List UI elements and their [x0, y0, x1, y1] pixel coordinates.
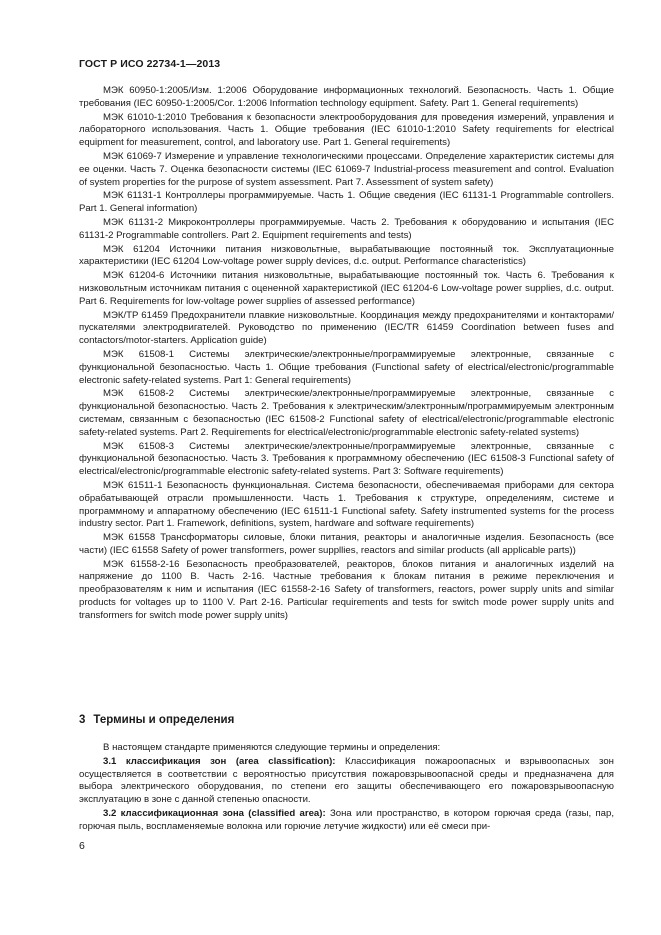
- reference-item: МЭК 61508-1 Системы электрические/электронные/программируемые электронные, связанные с функциональной безопасностью. Часть 1. Общие требования (Functional safety of electrical/electronic/programmable electronic safety-related systems. Part 1: General requirements): [79, 348, 614, 386]
- term-text: Классификация пожароопасных и взрывоопасных зон осуществляется в соответствии с вероятностью присутствия пожаровзрывоопасной среды и предназначена для выбора электрического оборудования, по степени его защиты обеспечивающего его пожаровзрывоопасную эксплуатацию в зоне с данной степенью опасности.: [79, 755, 614, 806]
- reference-item: МЭК 61508-3 Системы электрические/электронные/программируемые электронные, связанные с функциональной безопасностью. Часть 3. Требования к программному обеспечению (IEC 61508-3 Functional safety of electrical/electronic/programmable electronic safety-related systems. Part 3: Software requirements): [79, 440, 614, 478]
- page-number: 6: [79, 840, 85, 852]
- reference-item: МЭК 61204 Источники питания низковольтные, вырабатывающие постоянный ток. Эксплуатационные характеристики (IEC 61204 Low-voltage power supply devices, d.c. output. Performance characteristics): [79, 243, 614, 268]
- reference-item: МЭК 61131-2 Микроконтроллеры программируемые. Часть 2. Требования к оборудованию и испытания (IEC 61131-2 Programmable controllers. Part 2. Equipment requirements and tests): [79, 216, 614, 241]
- intro-paragraph: В настоящем стандарте применяются следующие термины и определения:: [103, 742, 441, 753]
- reference-item: МЭК 60950-1:2005/Изм. 1:2006 Оборудование информационных технологий. Безопасность. Часть 1. Общие требования (IEC 60950-1:2005/Cor. 1:2006 Information technology equipment. Safety. Part 1. General requirements): [79, 85, 614, 109]
- term-definition: [79, 756, 614, 807]
- document-header: ГОСТ Р ИСО 22734-1—2013: [79, 58, 221, 70]
- terms-section: [79, 742, 614, 834]
- term-label: 3.1 классификация зон (area classification):: [103, 755, 336, 767]
- term-text: Зона или пространство, в котором горючая среда (газы, пар, горючая пыль, воспламеняемые волокна или горючие летучие жидкости) или её смеси при-: [79, 807, 614, 832]
- reference-item: МЭК 61069-7 Измерение и управление технологическими процессами. Определение характеристик системы для ее оценки. Часть 7. Оценка безопасности системы (IEC 61069-7 Industrial-process measurement and control. Evaluation of system properties for the purpose of system assessment. Part 7. Assessment of system safety): [79, 150, 614, 188]
- reference-item: МЭК 61511-1 Безопасность функциональная. Система безопасности, обеспечиваемая приборами для сектора обрабатывающей отрасли промышленности. Часть 1. Требования к структуре, определениям, системе и программному и аппаратному обеспечению (IEC 61511-1 Functional safety. Safety instrumented systems for the process industry sector. Part 1. Framework, definitions, system, hardware and software requirements): [79, 479, 614, 530]
- reference-item: МЭК 61558-2-16 Безопасность преобразователей, реакторов, блоков питания и аналогичных изделий на напряжение до 1100 В. Часть 2-16. Частные требования к блокам питания в режиме переключения и преобразователям к ним и испытания (IEC 61558-2-16 Safety of transformers, reactors, power supply units and similar products for voltages up to 1100 V. Part 2-16. Particular requirements and tests for switch mode power supply units and transformers for switch mode power supply units): [79, 558, 614, 621]
- term-definition: [79, 808, 614, 834]
- reference-item: МЭК 61558 Трансформаторы силовые, блоки питания, реакторы и аналогичные изделия. Безопасность (все части) (IEC 61558 Safety of power transformers, power suppllies, reactors and similar products (all applicable parts)): [79, 532, 614, 556]
- reference-item: МЭК/TP 61459 Предохранители плавкие низковольтные. Координация между предохранителями и контакторами/пускателями электродвигателей. Руководство по применению (IEC/TR 61459 Coordination between fuses and contactors/motor-starters. Application guide): [79, 309, 614, 347]
- section-title: Термины и определения: [93, 714, 235, 726]
- reference-item: МЭК 61010-1:2010 Требования к безопасности электрооборудования для проведения измерений, управления и лабораторного использования. Часть 1. Общие требования (IEC 61010-1:2010 Safety requirements for electrical equipment for measurement, control, and laboratory use. Part 1. General requirements): [79, 111, 614, 149]
- section-number: 3: [79, 714, 86, 726]
- section-heading: [79, 714, 234, 726]
- normative-references: [79, 85, 614, 623]
- reference-item: МЭК 61508-2 Системы электрические/электронные/программируемые электронные, связанные с функциональной безопасностью. Часть 2. Требования к электрическим/электронным/программируемым электронным системам, связанным с безопасностью (IEC 61508-2 Functional safety of electrical/electronic/programmable electronic safety-related systems. Part 2. Requirements for electrical/electronic/programmable electronic safety-related systems): [79, 388, 614, 438]
- reference-item: МЭК 61204-6 Источники питания низковольтные, вырабатывающие постоянный ток. Часть 6. Требования к низковольтным источникам питания с оцененной характеристикой (IEC 61204-6 Low-voltage power supplies, d.c. output. Part 6. Requirements for low-voltage power supplies of assessed performance): [79, 270, 614, 307]
- reference-item: МЭК 61131-1 Контроллеры программируемые. Часть 1. Общие сведения (IEC 61131-1 Programmable controllers. Part 1. General information): [79, 190, 614, 215]
- term-label: 3.2 классификационная зона (classified area):: [103, 807, 326, 819]
